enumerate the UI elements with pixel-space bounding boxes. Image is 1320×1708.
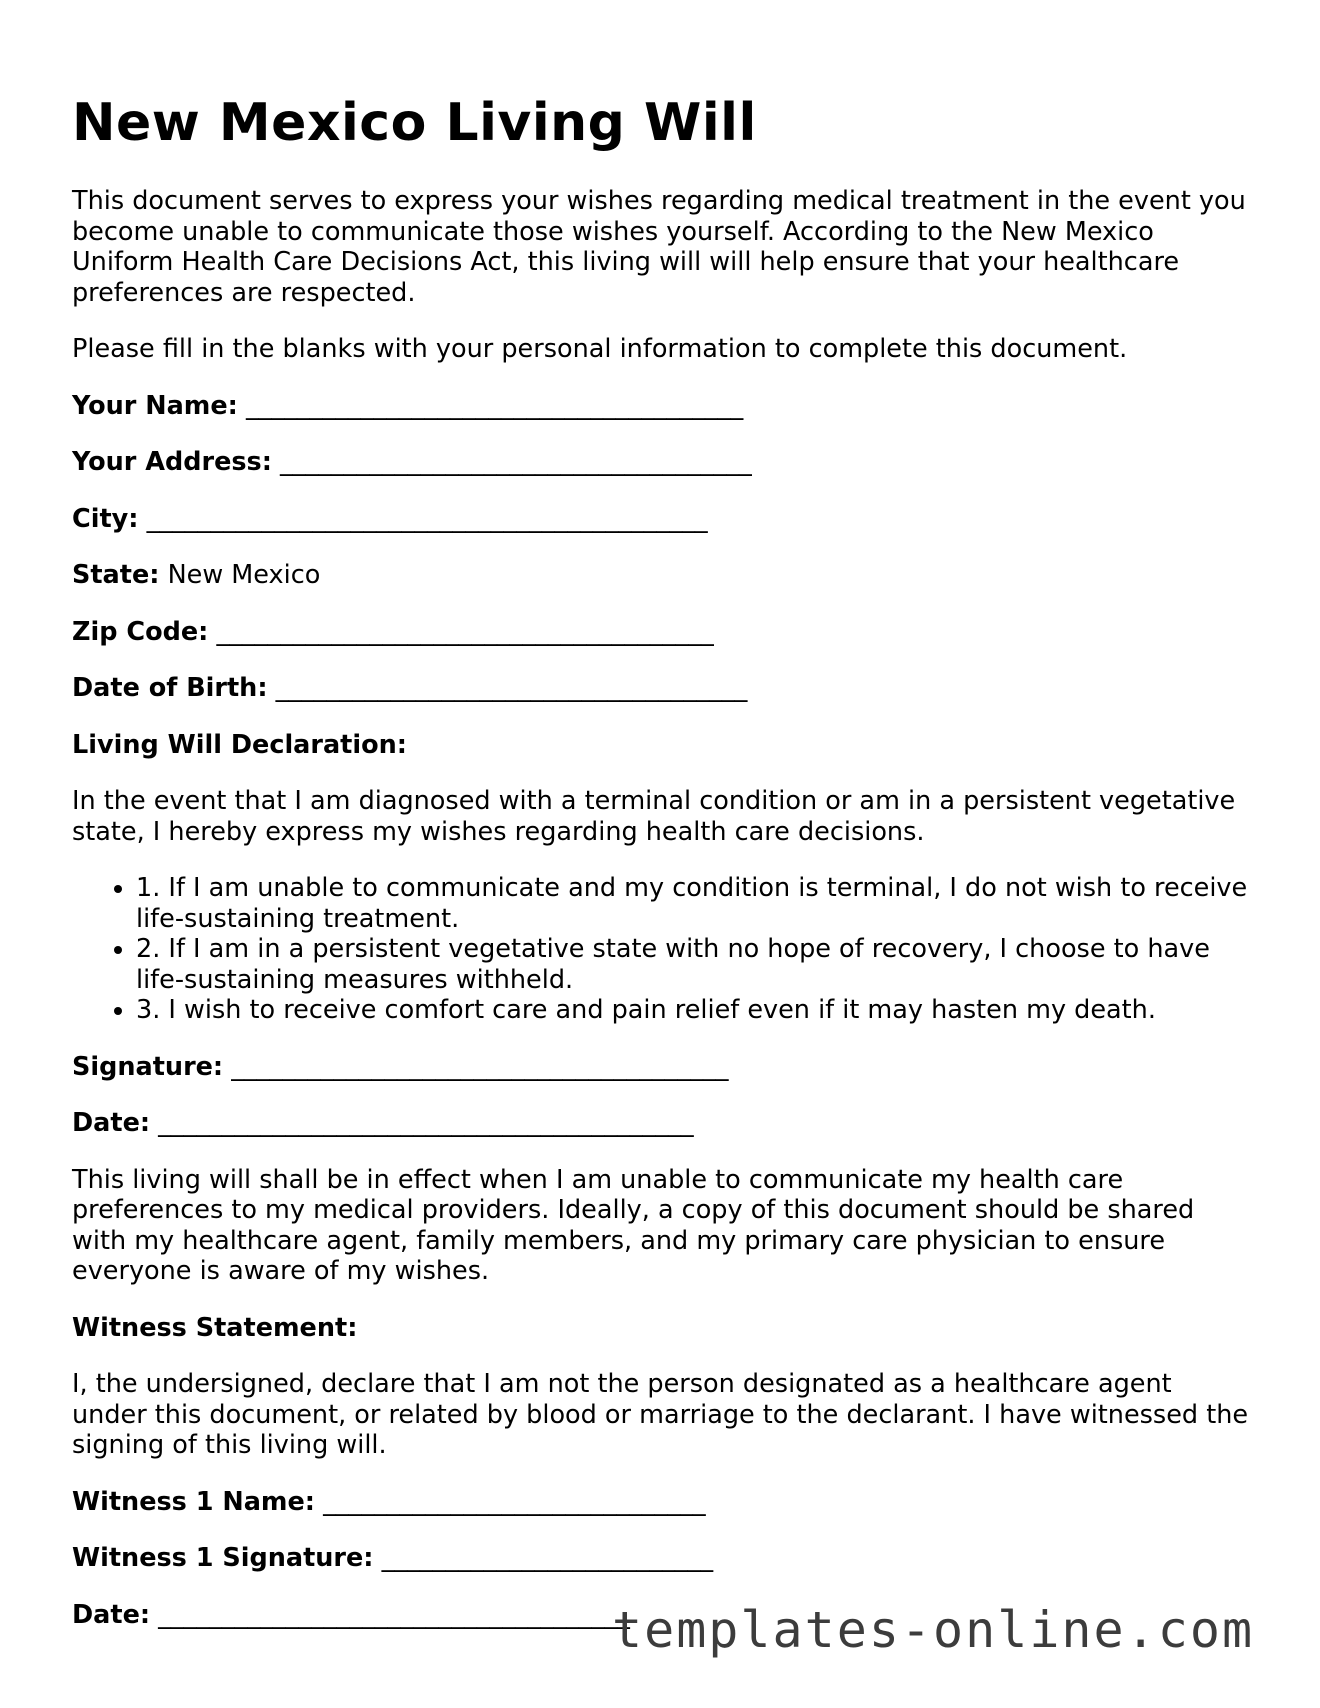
witness1-signature-blank[interactable]: __________________________ bbox=[381, 1543, 714, 1573]
state-field bbox=[72, 560, 1252, 591]
witness1-signature-field[interactable] bbox=[72, 1543, 1252, 1574]
declaration-paragraph: In the event that I am diagnosed with a terminal condition or am in a persistent vegetative state, I hereby express my wishes regarding health care decisions. bbox=[72, 786, 1236, 847]
state-value: New Mexico bbox=[167, 560, 321, 590]
name-field[interactable] bbox=[72, 391, 1252, 422]
declaration-item: • 2. If I am in a persistent vegetative state with no hope of recovery, I choose to have life-sustaining measures withheld. bbox=[136, 934, 1252, 995]
city-field[interactable] bbox=[72, 504, 1252, 535]
declaration-heading: Living Will Declaration: bbox=[72, 729, 407, 760]
dob-field[interactable] bbox=[72, 673, 1252, 704]
zip-label: Zip Code: bbox=[72, 616, 209, 647]
signature-date-field[interactable] bbox=[72, 1108, 1252, 1139]
witness1-name-blank[interactable]: ______________________________ bbox=[323, 1486, 706, 1517]
name-label: Your Name: bbox=[72, 390, 238, 421]
instructions-paragraph: Please fill in the blanks with your personal information to complete this document. bbox=[72, 334, 1128, 364]
address-label: Your Address: bbox=[72, 447, 272, 477]
signature-date-blank[interactable]: __________________________________________ bbox=[158, 1108, 694, 1138]
effect-paragraph: This living will shall be in effect when I am unable to communicate my health care preferences to my medical providers. Ideally, a copy of this document should be shared with my healthcare agent, family members, and my primary care physician to ensure everyone is aware of my wishes. bbox=[72, 1164, 1195, 1286]
signature-label: Signature: bbox=[72, 1051, 224, 1082]
witness-date-label: Date: bbox=[72, 1599, 151, 1630]
declaration-item: • 3. I wish to receive comfort care and pain relief even if it may hasten my death. bbox=[136, 995, 1252, 1026]
address-field[interactable] bbox=[72, 447, 1252, 478]
dob-label: Date of Birth: bbox=[72, 673, 268, 703]
page-title: New Mexico Living Will bbox=[72, 93, 757, 153]
city-label: City: bbox=[72, 503, 139, 534]
city-blank[interactable]: ____________________________________________ bbox=[146, 503, 708, 534]
witness1-name-field[interactable] bbox=[72, 1487, 1252, 1518]
state-label: State: bbox=[72, 560, 160, 590]
watermark: templates-online.com bbox=[612, 1601, 1255, 1659]
signature-field[interactable] bbox=[72, 1052, 1252, 1083]
witness-date-blank[interactable]: _____________________________________ bbox=[158, 1599, 630, 1630]
signature-date-label: Date: bbox=[72, 1108, 151, 1138]
name-blank[interactable]: _______________________________________ bbox=[245, 390, 744, 421]
document-page bbox=[72, 88, 1252, 1656]
witness-heading: Witness Statement: bbox=[72, 1312, 358, 1343]
signature-blank[interactable]: _______________________________________ bbox=[231, 1051, 729, 1082]
intro-paragraph: This document serves to express your wishes regarding medical treatment in the event you become unable to communicate those wishes yourself. According to the New Mexico Uniform Health Care Decisions Act, this living will will help ensure that your healthcare preferences are respected. bbox=[72, 186, 1246, 308]
witness1-signature-label: Witness 1 Signature: bbox=[72, 1543, 374, 1573]
declaration-list bbox=[72, 873, 1252, 1026]
declaration-item: • 1. If I am unable to communicate and my condition is terminal, I do not wish to receive life-sustaining treatment. bbox=[136, 873, 1252, 934]
zip-field[interactable] bbox=[72, 617, 1252, 648]
witness1-name-label: Witness 1 Name: bbox=[72, 1486, 315, 1517]
address-blank[interactable]: _____________________________________ bbox=[280, 447, 752, 477]
zip-blank[interactable]: _______________________________________ bbox=[216, 616, 714, 647]
dob-blank[interactable]: _____________________________________ bbox=[275, 673, 748, 703]
witness-paragraph: I, the undersigned, declare that I am not the person designated as a healthcare agent under this document, or related by blood or marriage to the declarant. I have witnessed the signing of this living will. bbox=[72, 1369, 1249, 1460]
